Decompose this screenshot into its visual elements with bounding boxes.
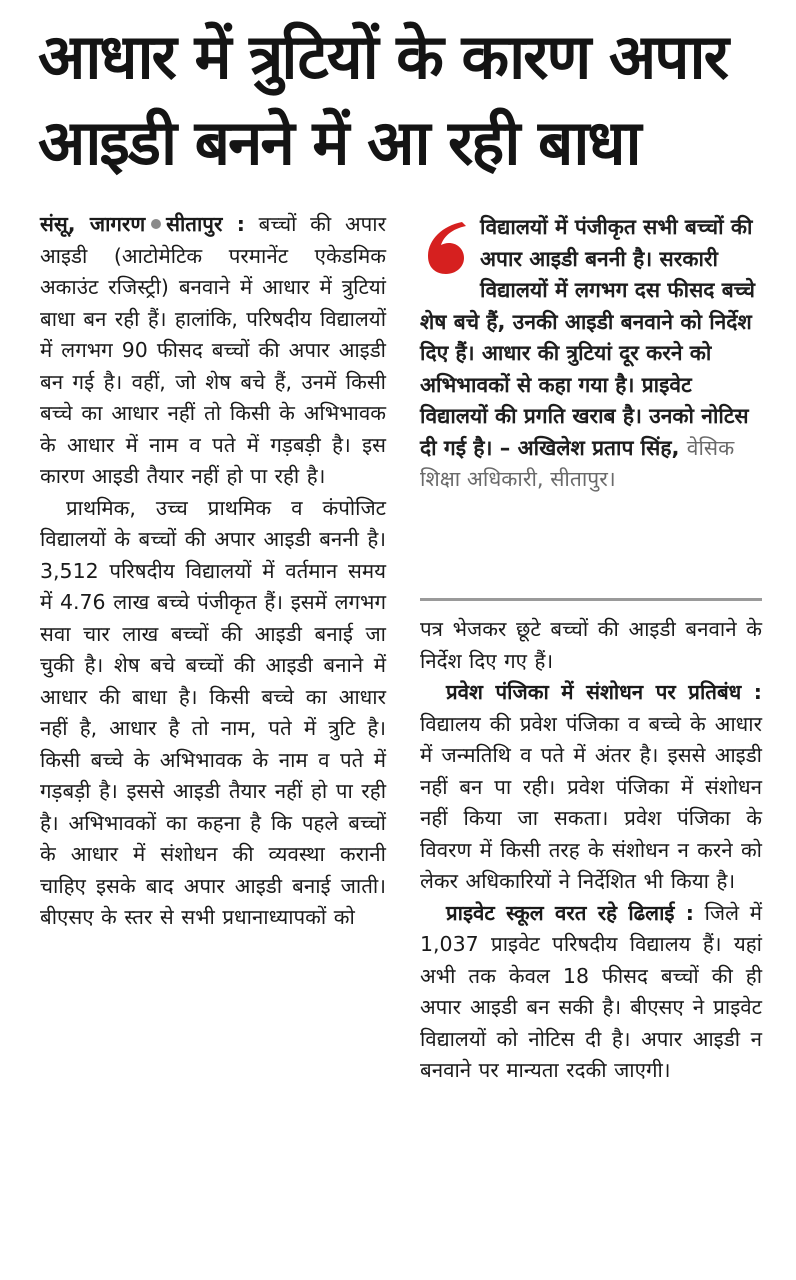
bullet-dot-icon (151, 219, 161, 229)
quote-divider (420, 598, 762, 601)
article-paragraph (40, 209, 386, 493)
section-text: विद्यालय की प्रवेश पंजिका व बच्चे के आधार में जन्मतिथि व पते में अंतर है। इससे आइडी नहीं बन पा रही। प्रवेश पंजिका में संशोधन नहीं किया जा सकता। प्रवेश पंजिका के विवरण में किसी तरह के संशोधन न करने को लेकर अधिकारियों ने निर्देशित भी किया है। (420, 711, 762, 893)
location: सीतापुर : (166, 212, 245, 236)
paragraph-text: बच्चों की अपार आइडी (आटोमेटिक परमानेंट एकेडमिक अकाउंट रजिस्ट्री) बनवाने में आधार में त्रुटियां बाधा बन रही हैं। हालांकि, परिषदीय विद्यालयों में लगभग 90 फीसद बच्चों की अपार आइडी बन गई है। वहीं, जो शेष बचे हैं, उनमें किसी बच्चे का आधार नहीं तो किसी के अभिभावक के आधार में नाम व पते में गड़बड़ी है। इस कारण आइडी तैयार नहीं हो पा रही है। (40, 212, 386, 488)
pull-quote (420, 212, 762, 496)
quote-author-title: वेसिक शिक्षा अधिकारी, सीतापुर। (420, 435, 735, 491)
section-subhead: प्रवेश पंजिका में संशोधन पर प्रतिबंध : (446, 680, 762, 704)
headline: आधार में त्रुटियों के कारण अपार आइडी बनने में आ रही बाधा (38, 20, 727, 179)
quote-mark-icon (420, 218, 474, 276)
article-paragraph (420, 677, 762, 898)
article-column-right (420, 614, 762, 1087)
article-column-left (40, 209, 386, 934)
section-subhead: प्राइवेट स्कूल वरत रहे ढिलाई : (446, 900, 694, 925)
quote-text: विद्यालयों में पंजीकृत सभी बच्चों की अपार आइडी बननी है। सरकारी विद्यालयों में लगभग दस फीसद बच्चे शेष बचे हैं, उनकी आइडी बनवाने को निर्देश दिए हैं। आधार की त्रुटियां दूर करने को अभिभावकों से कहा गया है। प्राइवेट विद्यालयों की प्रगति खराब है। उनको नोटिस दी गई है। (420, 215, 755, 460)
article-paragraph: पत्र भेजकर छूटे बच्चों की आइडी बनवाने के निर्देश दिए गए हैं। (420, 617, 762, 673)
quote-author: – अखिलेश प्रताप सिंह, (499, 435, 680, 460)
article-paragraph: प्राथमिक, उच्च प्राथमिक व कंपोजिट विद्यालयों के बच्चों की अपार आइडी बननी है। 3,512 परिषदीय विद्यालयों में वर्तमान समय में 4.76 लाख बच्चे पंजीकृत हैं। इसमें लगभग सवा चार लाख बच्चों की आइडी बनाई जा चुकी है। शेष बचे बच्चों की आइडी बनाने में आधार की बाधा है। किसी बच्चे का आधार नहीं है, आधार है तो नाम, पते में त्रुटि है। किसी बच्चे के अभिभावक के नाम व पते में गड़बड़ी है। इससे आइडी तैयार नहीं हो पा रही है। अभिभावकों का कहना है कि पहले बच्चों के आधार में संशोधन की व्यवस्था करानी चाहिए इसके बाद अपार आइडी बनाई जाती। बीएसए के स्तर से सभी प्रधानाध्यापकों को (40, 495, 386, 929)
section-text: जिले में 1,037 प्राइवेट परिषदीय विद्यालय हैं। यहां अभी तक केवल 18 फीसद बच्चों की ही अपार आइडी बन सकी है। बीएसए ने प्राइवेट विद्यालयों को नोटिस दी है। अपार आइडी न बनवाने पर मान्यता रदकी जाएगी। (420, 900, 762, 1082)
article-paragraph (420, 898, 762, 1087)
dateline: संसू, जागरण (40, 212, 146, 236)
